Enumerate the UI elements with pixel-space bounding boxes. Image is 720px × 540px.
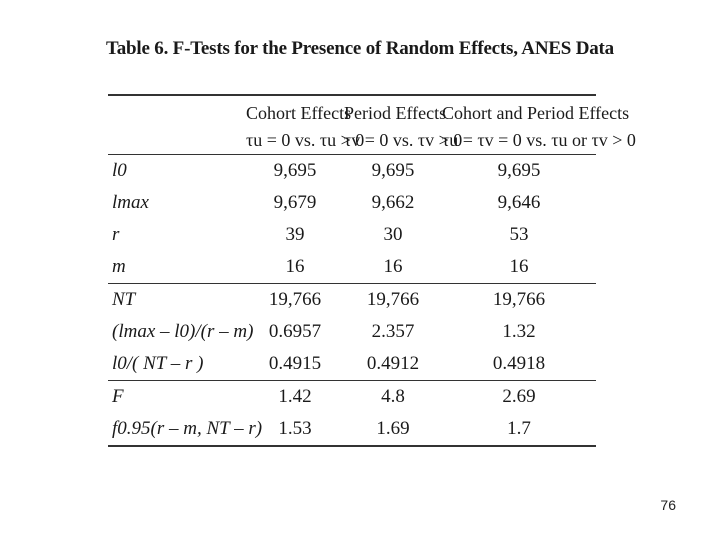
table-cell: 1.53: [246, 413, 344, 446]
table-cell: 0.4912: [366, 353, 420, 374]
table-row: [108, 316, 596, 348]
row-label: lmax: [112, 192, 149, 213]
table-cell: 2.357: [371, 321, 415, 342]
row-label: l0: [112, 160, 127, 181]
table-cell: 1.7: [442, 413, 596, 446]
table-cell: 0.4918: [492, 353, 546, 374]
row-label: NT: [108, 284, 246, 317]
table-cell: 2.69: [442, 381, 596, 414]
column-heading-cohort: Cohort Effects: [246, 102, 352, 123]
column-hypothesis-period: τv = 0 vs. τv > 0: [344, 126, 442, 155]
table-cell: 9,695: [371, 160, 415, 181]
results-table: [108, 94, 636, 447]
row-label: f0.95(r – m, NT – r): [108, 413, 246, 446]
table-cell: 1.69: [344, 413, 442, 446]
table-cell: 0.6957: [268, 321, 322, 342]
table-cell: 19,766: [344, 284, 442, 317]
table-row: [108, 219, 596, 251]
table-row: [108, 284, 596, 317]
row-label: m: [112, 256, 126, 277]
row-label: r: [112, 224, 120, 245]
table-cell: 16: [509, 256, 529, 277]
table-row: [108, 155, 596, 188]
column-heading-cohort-period: Cohort and Period Effects: [442, 102, 630, 123]
table-cell: 1.32: [502, 321, 536, 342]
page-number: 76: [660, 497, 676, 513]
table-cell: 16: [285, 256, 305, 277]
table-cell: 9,695: [273, 160, 317, 181]
row-label: F: [108, 381, 246, 414]
table-cell: 19,766: [246, 284, 344, 317]
column-hypothesis-cohort: τu = 0 vs. τu > 0: [246, 126, 344, 155]
table-cell: 39: [285, 224, 305, 245]
table-cell: 1.42: [246, 381, 344, 414]
row-label: (lmax – l0)/(r – m): [112, 321, 254, 342]
table-row: [108, 413, 596, 446]
table-cell: 53: [509, 224, 529, 245]
column-hypothesis-cohort-period: τu = τv = 0 vs. τu or τv > 0: [442, 126, 596, 155]
column-heading-period: Period Effects: [344, 102, 447, 123]
table-cell: 0.4915: [268, 353, 322, 374]
table-cell: 9,662: [371, 192, 415, 213]
header-blank-2: [108, 126, 246, 155]
header-blank: [108, 96, 246, 126]
table-cell: 9,695: [497, 160, 541, 181]
table-cell: 9,679: [273, 192, 317, 213]
table-cell: 19,766: [442, 284, 596, 317]
table-row: [108, 381, 596, 414]
table-row: [108, 187, 596, 219]
table-cell: 30: [383, 224, 403, 245]
table-title: Table 6. F-Tests for the Presence of Random Effects, ANES Data: [106, 38, 614, 59]
table-cell: 16: [383, 256, 403, 277]
table-cell: 4.8: [344, 381, 442, 414]
table-row: [108, 251, 596, 284]
table-cell: 9,646: [497, 192, 541, 213]
table-row: [108, 348, 596, 381]
row-label: l0/( NT – r ): [112, 353, 204, 374]
